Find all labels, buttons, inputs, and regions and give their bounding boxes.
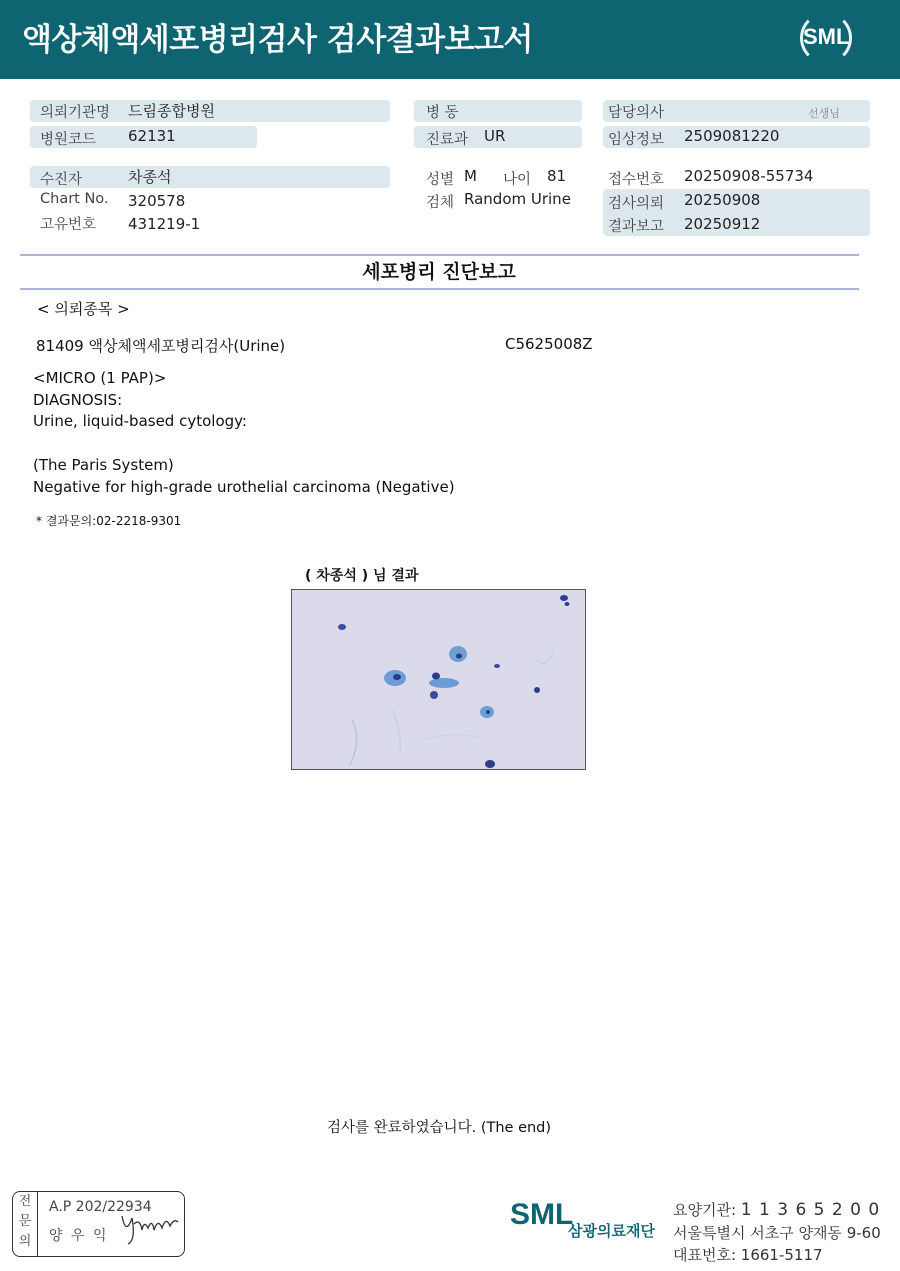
- doctor-label: 담당의사: [608, 105, 665, 121]
- report-date-label: 결과보고: [608, 219, 665, 235]
- institution-label: 의뢰기관명: [40, 105, 111, 121]
- footer-code: 1 1 3 6 5 2 0 0: [740, 1200, 881, 1220]
- footer-phone: 1661-5117: [740, 1246, 823, 1264]
- specimen-value: Random Urine: [464, 190, 571, 208]
- pathologist-signature-box: [12, 1191, 185, 1257]
- signature-side-char: 문: [18, 1214, 32, 1229]
- request-label: 검사의뢰: [608, 196, 665, 212]
- unique-no-label: 고유번호: [40, 217, 97, 233]
- chart-no-label: Chart No.: [40, 191, 109, 207]
- sml-logo-text: SML: [803, 24, 850, 49]
- unique-no-value: 431219-1: [128, 215, 201, 233]
- institution-value: 드림종합병원: [128, 102, 215, 120]
- pathologist-name: 양 우 익: [49, 1228, 109, 1244]
- hospital-code-label: 병원코드: [40, 132, 97, 148]
- footer-code-line: [673, 1199, 880, 1220]
- cytology-cells-picture: [292, 590, 585, 769]
- signature-side-char: 의: [18, 1234, 32, 1249]
- footer-sml-logo: SML: [510, 1198, 574, 1231]
- dept-label: 진료과: [426, 132, 469, 148]
- report-header: [0, 0, 900, 79]
- order-header: < 의뢰종목 >: [37, 300, 130, 318]
- doctor-suffix: 선생님: [808, 107, 840, 120]
- report-title: 세포병리 진단보고: [362, 261, 516, 283]
- report-date-value: 20250912: [684, 215, 761, 233]
- footer-phone-line: [673, 1244, 823, 1265]
- specimen-label: 검체: [426, 195, 455, 211]
- footer-code-label: 요양기관:: [673, 1201, 737, 1219]
- footer-address: 서울특별시 서초구 양재동 9-60: [673, 1224, 881, 1242]
- clinical-value: 2509081220: [684, 127, 780, 145]
- microscopy-image: [291, 589, 586, 770]
- end-message: 검사를 완료하였습니다. (The end): [326, 1120, 552, 1136]
- micro-line: <MICRO (1 PAP)>: [33, 369, 167, 387]
- age-value: 81: [547, 167, 567, 185]
- footer-org-name: 삼광의료재단: [568, 1222, 655, 1240]
- order-code: C5625008Z: [505, 335, 593, 353]
- clinical-label: 임상정보: [608, 132, 665, 148]
- chart-no-value: 320578: [128, 192, 186, 210]
- receipt-label: 접수번호: [608, 172, 665, 188]
- diagnosis-label: DIAGNOSIS:: [33, 391, 123, 409]
- sex-label: 성별: [426, 172, 455, 188]
- receipt-value: 20250908-55734: [684, 167, 814, 185]
- diagnosis-result: Negative for high-grade urothelial carcinoma (Negative): [33, 478, 455, 496]
- divider-bottom: [20, 288, 859, 290]
- handwritten-signature-icon: [118, 1206, 182, 1246]
- paris-system: (The Paris System): [33, 456, 174, 474]
- report-header-title: 액상체액세포병리검사 검사결과보고서: [22, 22, 533, 58]
- divider-top: [20, 254, 859, 256]
- diagnosis-line: Urine, liquid-based cytology:: [33, 412, 247, 430]
- contact-note: * 결과문의:02-2218-9301: [36, 514, 182, 528]
- patient-label: 수진자: [40, 172, 83, 188]
- signature-side-label: [13, 1192, 38, 1256]
- signature-side-char: 전: [18, 1194, 32, 1209]
- ap-number: A.P 202/22934: [49, 1199, 152, 1215]
- hospital-code-value: 62131: [128, 127, 176, 145]
- patient-value: 차종석: [128, 168, 172, 186]
- footer-phone-label: 대표번호:: [673, 1246, 737, 1264]
- request-date-value: 20250908: [684, 191, 761, 209]
- age-label: 나이: [503, 172, 532, 188]
- order-item: 81409 액상체액세포병리검사(Urine): [36, 337, 286, 355]
- sex-value: M: [464, 167, 477, 185]
- image-caption: ( 차종석 ) 님 결과: [305, 568, 419, 584]
- patient-row: [30, 166, 390, 188]
- dept-value: UR: [484, 127, 506, 145]
- ward-label: 병 동: [426, 105, 459, 121]
